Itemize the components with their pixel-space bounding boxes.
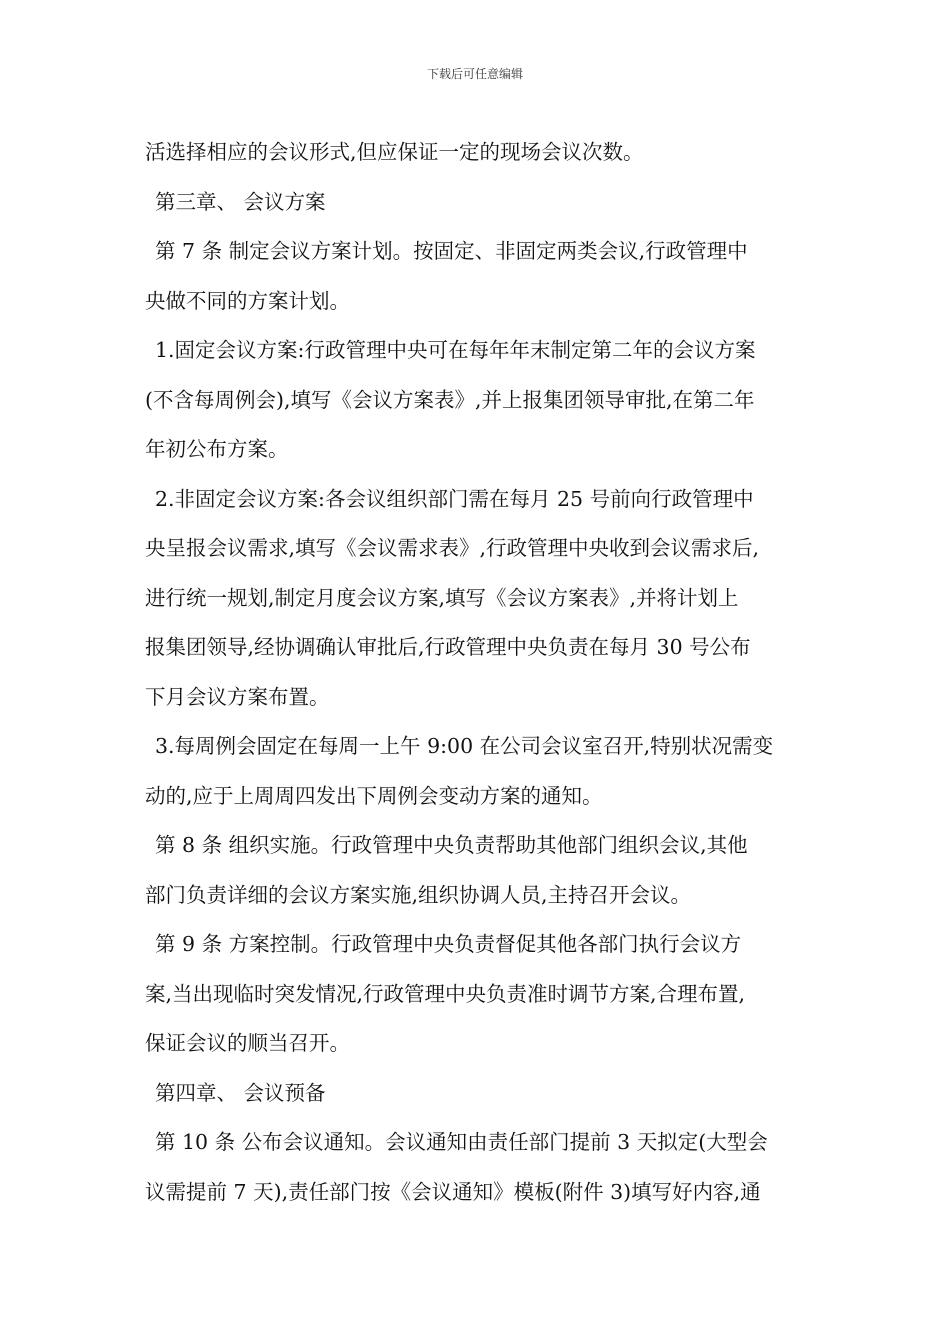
document-body [145, 128, 810, 1217]
article-line: 第 7 条 制定会议方案计划。按固定、非固定两类会议,行政管理中 [155, 239, 748, 263]
article-line: 第 10 条 公布会议通知。会议通知由责任部门提前 3 天拟定(大型会 [155, 1130, 768, 1154]
article-line: 第 9 条 方案控制。行政管理中央负责督促其他各部门执行会议方 [155, 932, 742, 956]
text-line: 进行统一规划,制定月度会议方案,填写《会议方案表》,并将计划上 [145, 585, 739, 610]
text-line: 年初公布方案。 [145, 437, 289, 461]
text-line: (不含每周例会),填写《会议方案表》,并上报集团领导审批,在第二年 [145, 387, 755, 412]
text-line: 部门负责详细的会议方案实施,组织协调人员,主持召开会议。 [145, 882, 692, 907]
list-item-line: 3.每周例会固定在每周一上午 9:00 在公司会议室召开,特别状况需变 [155, 734, 774, 758]
text-line: 保证会议的顺当召开。 [145, 1031, 350, 1055]
list-item-line: 2.非固定会议方案:各会议组织部门需在每月 25 号前向行政管理中 [155, 486, 754, 511]
text-line: 活选择相应的会议形式,但应保证一定的现场会议次数。 [145, 140, 644, 164]
text-line: 央做不同的方案计划。 [145, 288, 350, 313]
text-line: 央呈报会议需求,填写《会议需求表》,行政管理中央收到会议需求后, [145, 536, 760, 560]
text-line: 报集团领导,经协调确认审批后,行政管理中央负责在每月 30 号公布 [145, 635, 751, 659]
text-line: 案,当出现临时突发情况,行政管理中央负责准时调节方案,合理布置, [145, 981, 746, 1006]
list-item-line: 1.固定会议方案:行政管理中央可在每年年末制定第二年的会议方案 [155, 338, 756, 362]
chapter-heading: 第三章、 会议方案 [155, 189, 326, 214]
text-line: 下月会议方案布置。 [145, 684, 330, 709]
text-line: 动的,应于上周周四发出下周例会变动方案的通知。 [145, 783, 603, 808]
article-line: 第 8 条 组织实施。行政管理中央负责帮助其他部门组织会议,其他 [155, 833, 748, 857]
text-line: 议需提前 7 天),责任部门按《会议通知》模板(附件 3)填写好内容,通 [145, 1179, 761, 1204]
chapter-heading: 第四章、 会议预备 [155, 1080, 326, 1105]
page-header: 下载后可任意编辑 [426, 67, 523, 81]
